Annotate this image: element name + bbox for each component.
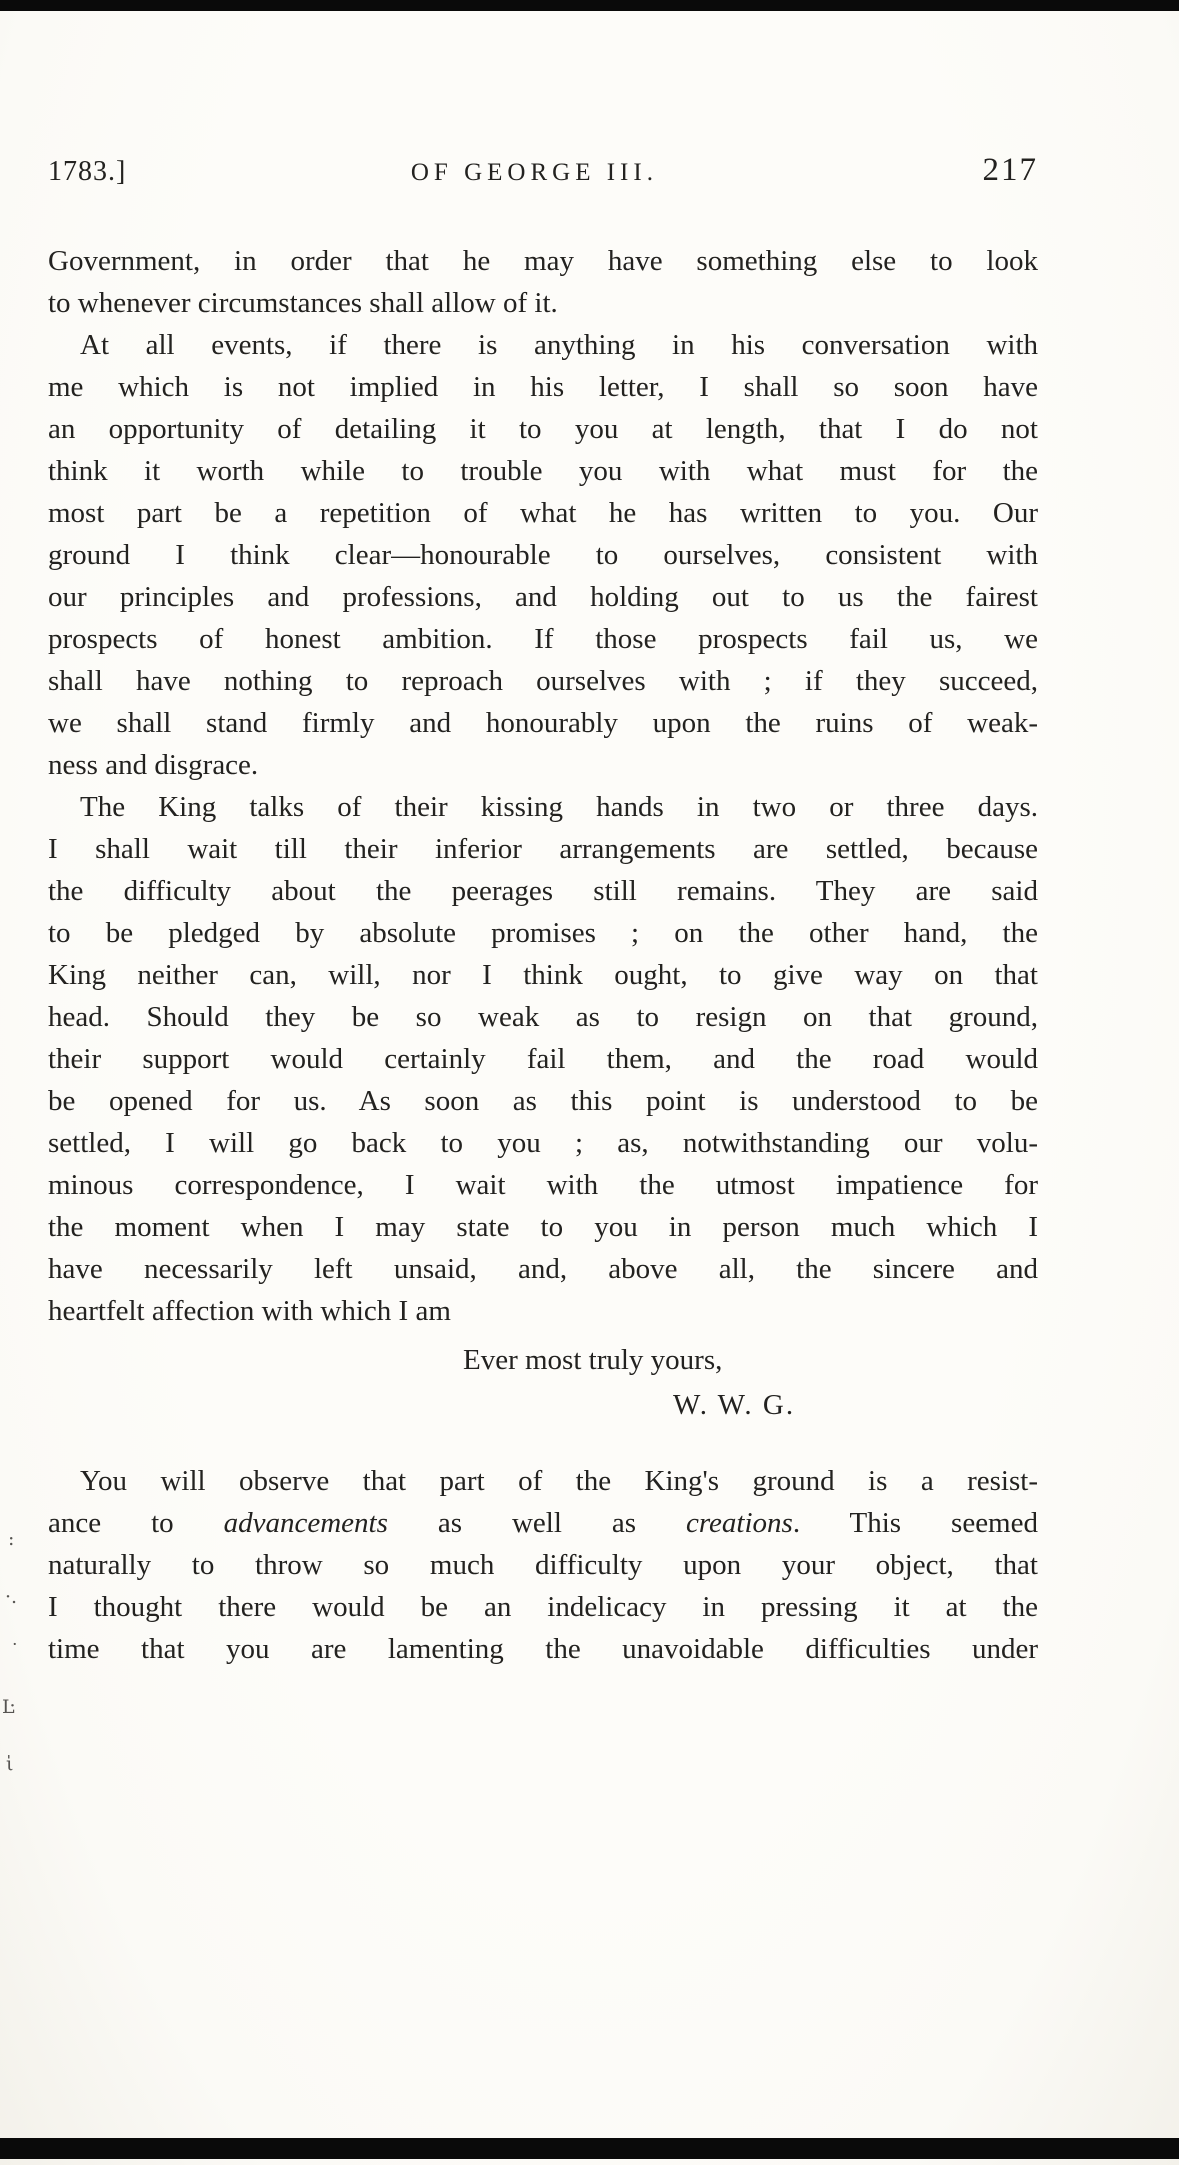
text-line: ground I think clear—honourable to ourselves, consistent with [48,539,1038,571]
paragraph [48,1460,1038,1670]
scan-edge-top [0,0,1179,11]
paragraph [48,786,1038,1332]
scan-edge-bottom [0,2138,1179,2159]
text-line: an opportunity of detailing it to you at length, that I do not [48,413,1038,445]
letter-body [48,240,1038,1332]
signature: W. W. G. [673,1389,796,1421]
text-line: think it worth while to trouble you with what must for the [48,455,1038,487]
text-line: ness and disgrace. [48,749,259,781]
text-line: I shall wait till their inferior arrangements are settled, because [48,833,1038,865]
text-line: The King talks of their kissing hands in two or three days. [80,791,1038,823]
scan-artifact: ι̍ [6,1753,14,1775]
paragraph [48,240,1038,324]
postscript-body [48,1460,1038,1670]
text-line: You will observe that part of the King's ground is a resist- [80,1465,1038,1497]
text-line: time that you are lamenting the unavoidable difficulties under [48,1633,1038,1665]
page-text [48,240,1038,1670]
text-line: we shall stand firmly and honourably upon the ruins of weak- [48,707,1038,739]
text-line: King neither can, will, nor I think ought, to give way on that [48,959,1038,991]
page-number: 217 [982,152,1038,188]
text-line: ance to advancements as well as creations. This seemed [48,1507,1038,1539]
text-line: be opened for us. As soon as this point is understood to be [48,1085,1038,1117]
scan-artifact: : [8,1528,15,1550]
text-line: shall have nothing to reproach ourselves with ; if they succeed, [48,665,1038,697]
scan-artifact: Ŀ [2,1696,15,1718]
paragraph [48,324,1038,786]
scan-artifact: ˙ [10,1640,20,1662]
text-line: their support would certainly fail them, and the road would [48,1043,1038,1075]
text-line: the difficulty about the peerages still remains. They are said [48,875,1038,907]
text-line: head. Should they be so weak as to resign on that ground, [48,1001,1038,1033]
text-line: most part be a repetition of what he has written to you. Our [48,497,1038,529]
text-line: have necessarily left unsaid, and, above all, the sincere and [48,1253,1038,1285]
text-line: me which is not implied in his letter, I shall so soon have [48,371,1038,403]
text-line: to whenever circumstances shall allow of it. [48,287,558,319]
text-line: minous correspondence, I wait with the utmost impatience for [48,1169,1038,1201]
text-line: the moment when I may state to you in person much which I [48,1211,1038,1243]
text-line: I thought there would be an indelicacy in pressing it at the [48,1591,1038,1623]
header-year: 1783.] [48,156,127,187]
text-line: prospects of honest ambition. If those prospects fail us, we [48,623,1038,655]
text-line: our principles and professions, and holding out to us the fairest [48,581,1038,613]
text-line: At all events, if there is anything in his conversation with [80,329,1038,361]
running-head [48,152,1038,189]
text-line: settled, I will go back to you ; as, notwithstanding our volu- [48,1127,1038,1159]
text-line: heartfelt affection with which I am [48,1295,451,1327]
letter-closing [48,1338,1038,1428]
text-line: to be pledged by absolute promises ; on the other hand, the [48,917,1038,949]
text-line: Government, in order that he may have something else to look [48,245,1038,277]
text-line: naturally to throw so much difficulty upon your object, that [48,1549,1038,1581]
scan-artifact: ·. [5,1586,18,1608]
valediction: Ever most truly yours, [463,1344,723,1376]
header-title: OF GEORGE III. [410,159,658,186]
